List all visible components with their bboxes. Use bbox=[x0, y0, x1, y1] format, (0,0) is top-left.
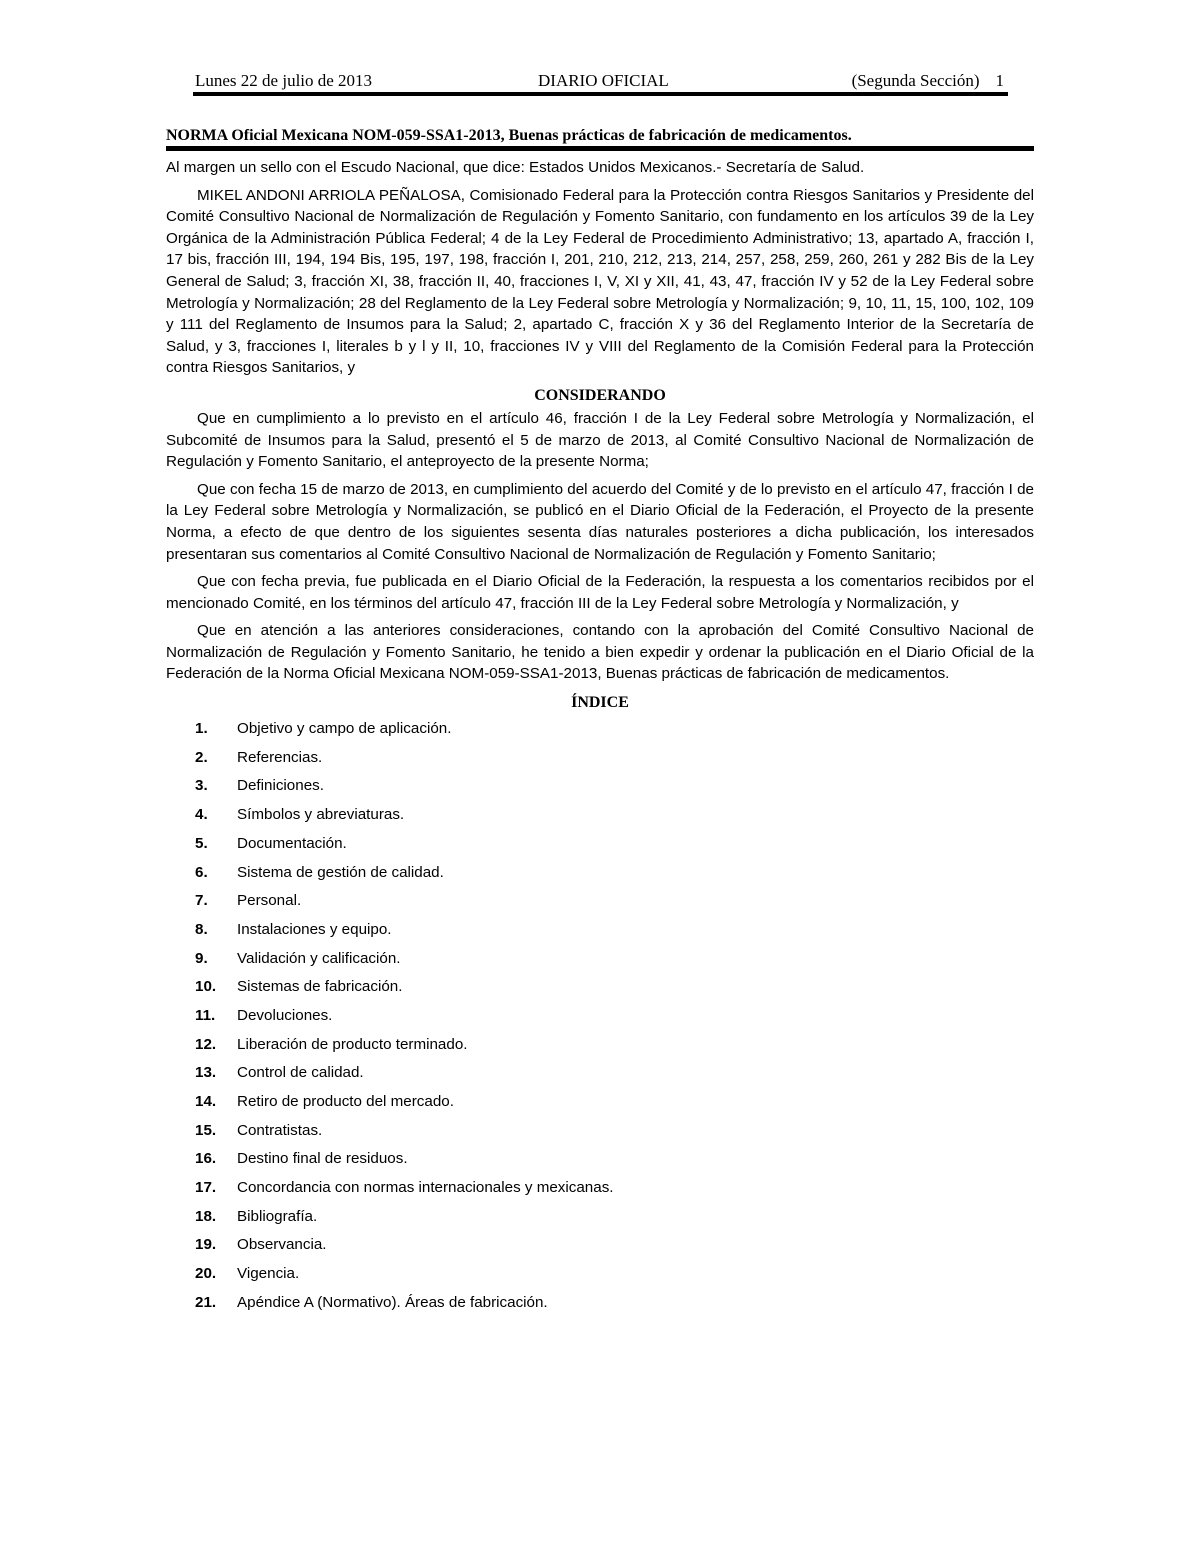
index-number: 1. bbox=[195, 720, 208, 738]
index-item bbox=[166, 863, 1034, 892]
page-number: 1 bbox=[995, 71, 1004, 90]
index-number: 5. bbox=[195, 834, 208, 852]
considerando-heading: CONSIDERANDO bbox=[534, 386, 666, 404]
index-item bbox=[166, 1035, 1034, 1064]
index-text: Símbolos y abreviaturas. bbox=[237, 806, 405, 824]
index-number: 17. bbox=[195, 1179, 217, 1197]
index-number: 3. bbox=[195, 777, 208, 795]
index-item bbox=[166, 834, 1034, 863]
index-text: Retiro de producto del mercado. bbox=[237, 1093, 454, 1110]
index-text: Documentación. bbox=[237, 834, 347, 852]
index-item bbox=[166, 1149, 1034, 1178]
index-text: Liberación de producto terminado. bbox=[237, 1035, 468, 1053]
index-item bbox=[166, 1063, 1034, 1092]
index-item bbox=[166, 920, 1034, 949]
intro-paragraph: MIKEL ANDONI ARRIOLA PEÑALOSA, Comisionado Federal para la Protección contra Riesgos Sanitarios y Presidente del Comité Consultivo Nacional de Normalización de Regulación y Fomento Sanitario, con fundamento en los artículos 39 de la Ley Orgánica de la Administración Pública Federal; 4 de la Ley Federal de Procedimiento Administrativo; 13, apartado A, fracción I, 17 bis, fracción III, 194, 194 Bis, 195, 197, 198, fracción I, 201, 210, 212, 213, 214, 257, 258, 259, 260, 261 y 282 Bis de la Ley General de Salud; 3, fracción XI, 38, fracción II, 40, fracciones I, V, XI y XII, 41, 43, 47, fracción IV y 52 de la Ley Federal sobre Metrología y Normalización; 28 del Reglamento de la Ley Federal sobre Metrología y Normalización; 9, 10, 11, 15, 100, 102, 109 y 111 del Reglamento de Insumos para la Salud; 2, apartado C, fracción X y 36 del Reglamento Interior de la Secretaría de Salud, y 3, fracciones I, literales b y l y II, 10, fracciones IV y VIII del Reglamento de la Comisión Federal para la Protección contra Riesgos Sanitarios, y bbox=[166, 186, 1034, 377]
index-text: Objetivo y campo de aplicación. bbox=[237, 720, 452, 738]
index-number: 15. bbox=[195, 1121, 217, 1139]
index-text: Vigencia. bbox=[237, 1265, 300, 1283]
index-number: 10. bbox=[195, 978, 217, 996]
index-number: 21. bbox=[195, 1293, 217, 1311]
index-item bbox=[166, 1092, 1034, 1121]
index-number: 19. bbox=[195, 1236, 217, 1254]
document-body bbox=[166, 157, 1034, 1322]
considerando-paragraph: Que en cumplimiento a lo previsto en el artículo 46, fracción I de la Ley Federal sobre Metrología y Normalización, el Subcomité de Insumos para la Salud, presentó el 5 de marzo de 2013, al Comité Consultivo Nacional de Normalización de Regulación y Fomento Sanitario, el anteproyecto de la presente Norma; bbox=[166, 409, 1034, 471]
index-item bbox=[166, 748, 1034, 777]
index-item bbox=[166, 1264, 1034, 1293]
index-number: 16. bbox=[195, 1150, 217, 1168]
index-text: Apéndice A (Normativo). Áreas de fabricación. bbox=[237, 1293, 548, 1311]
index-item bbox=[166, 805, 1034, 834]
header-section-block bbox=[852, 70, 1004, 92]
header-rule bbox=[193, 92, 1008, 96]
index-text: Sistemas de fabricación. bbox=[237, 978, 403, 996]
index-item bbox=[166, 891, 1034, 920]
index-list bbox=[166, 719, 1034, 1321]
index-text: Bibliografía. bbox=[237, 1207, 318, 1225]
index-item bbox=[166, 1235, 1034, 1264]
index-text: Devoluciones. bbox=[237, 1006, 333, 1024]
header-date: Lunes 22 de julio de 2013 bbox=[195, 71, 373, 90]
index-item bbox=[166, 1178, 1034, 1207]
index-text: Instalaciones y equipo. bbox=[237, 920, 392, 938]
index-item bbox=[166, 977, 1034, 1006]
index-text: Sistema de gestión de calidad. bbox=[237, 863, 444, 881]
header-section: (Segunda Sección) bbox=[851, 71, 980, 90]
document-title: NORMA Oficial Mexicana NOM-059-SSA1-2013, Buenas prácticas de fabricación de medicamentos. bbox=[166, 127, 852, 144]
considerando-paragraph: Que en atención a las anteriores consideraciones, contando con la aprobación del Comité Consultivo Nacional de Normalización de Regulación y Fomento Sanitario, he tenido a bien expedir y ordenar la publicación en el Diario Oficial de la Federación de la Norma Oficial Mexicana NOM-059-SSA1-2013, Buenas prácticas de fabricación de medicamentos. bbox=[166, 622, 1034, 683]
index-item bbox=[166, 1006, 1034, 1035]
considerando-paragraph: Que con fecha previa, fue publicada en el Diario Oficial de la Federación, la respuesta a los comentarios recibidos por el mencionado Comité, en los términos del artículo 47, fracción III de la Ley Federal sobre Metrología y Normalización, y bbox=[166, 573, 1034, 612]
index-text: Contratistas. bbox=[237, 1121, 323, 1139]
index-item bbox=[166, 1207, 1034, 1236]
index-text: Control de calidad. bbox=[237, 1064, 364, 1082]
index-text: Personal. bbox=[237, 892, 302, 910]
index-number: 14. bbox=[195, 1093, 217, 1110]
indice-heading: ÍNDICE bbox=[571, 694, 629, 712]
index-text: Observancia. bbox=[237, 1236, 327, 1254]
header-publication: DIARIO OFICIAL bbox=[538, 71, 669, 90]
index-number: 12. bbox=[195, 1035, 217, 1053]
index-item bbox=[166, 719, 1034, 748]
index-item bbox=[166, 1121, 1034, 1150]
index-item bbox=[166, 776, 1034, 805]
index-text: Referencias. bbox=[237, 748, 323, 766]
index-number: 9. bbox=[195, 949, 208, 967]
page-header bbox=[193, 70, 1008, 92]
index-number: 18. bbox=[195, 1207, 217, 1225]
index-number: 8. bbox=[195, 920, 208, 938]
index-item bbox=[166, 1293, 1034, 1322]
index-number: 7. bbox=[195, 892, 208, 910]
index-number: 6. bbox=[195, 863, 208, 881]
index-number: 20. bbox=[195, 1265, 217, 1283]
index-text: Concordancia con normas internacionales y mexicanas. bbox=[237, 1179, 614, 1197]
index-text: Definiciones. bbox=[237, 777, 324, 795]
index-number: 2. bbox=[195, 748, 208, 766]
index-text: Destino final de residuos. bbox=[237, 1150, 408, 1168]
index-number: 11. bbox=[195, 1006, 216, 1024]
index-text: Validación y calificación. bbox=[237, 949, 401, 967]
considerando-paragraph: Que con fecha 15 de marzo de 2013, en cumplimiento del acuerdo del Comité y de lo previsto en el artículo 47, fracción I de la Ley Federal sobre Metrología y Normalización, se publicó en el Diario Oficial de la Federación, el Proyecto de la presente Norma, a efecto de que dentro de los siguientes sesenta días naturales posteriores a dicha publicación, los interesados presentaran sus comentarios al Comité Consultivo Nacional de Normalización de Regulación y Fomento Sanitario; bbox=[166, 480, 1034, 563]
title-rule bbox=[166, 146, 1034, 151]
intro-paragraph: Al margen un sello con el Escudo Nacional, que dice: Estados Unidos Mexicanos.- Secretaría de Salud. bbox=[166, 159, 865, 176]
index-item bbox=[166, 949, 1034, 978]
index-number: 13. bbox=[195, 1064, 217, 1082]
index-number: 4. bbox=[195, 806, 208, 824]
